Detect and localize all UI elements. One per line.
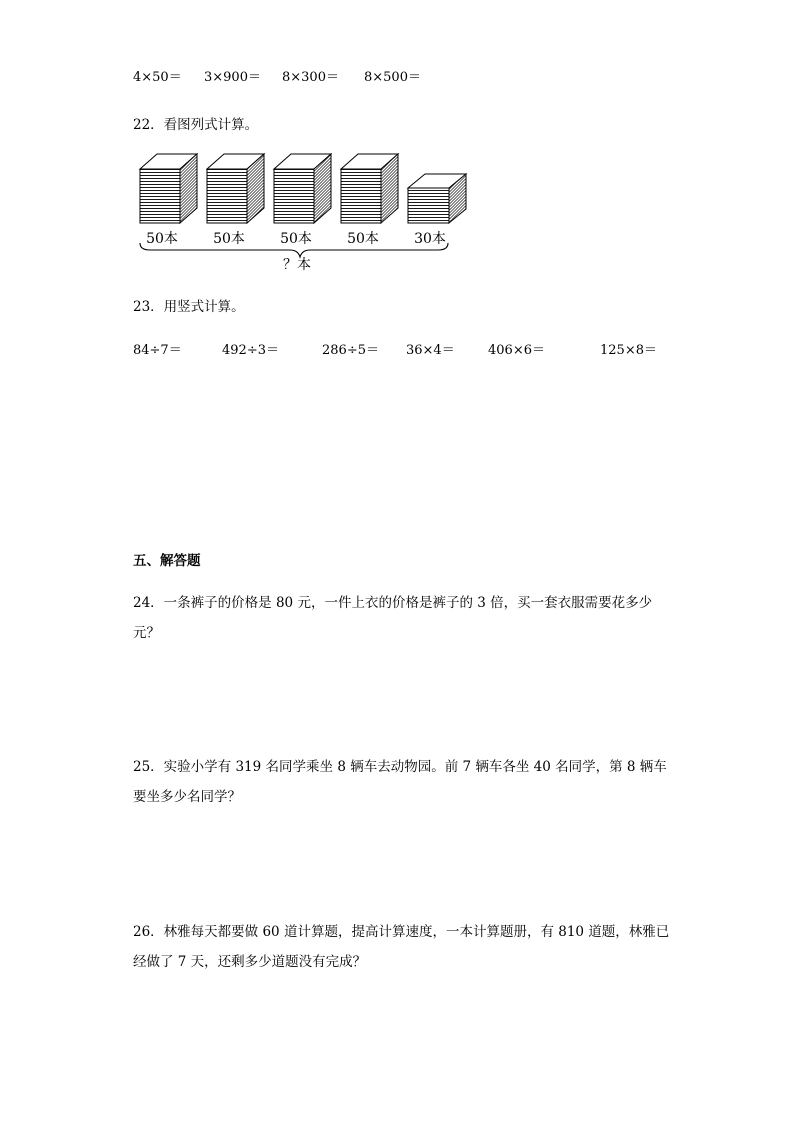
question-22-title: 22．看图列式计算。 bbox=[133, 117, 259, 133]
stack-label-5: 30本 bbox=[414, 231, 446, 247]
section-heading-5: 五、解答题 bbox=[133, 553, 201, 569]
equation-8x500: 8×500＝ bbox=[364, 70, 421, 85]
equation-492div3: 492÷3＝ bbox=[222, 343, 279, 358]
question-23-title: 23．用竖式计算。 bbox=[133, 299, 245, 315]
stack-label-1: 50本 bbox=[146, 231, 178, 247]
equation-286div5: 286÷5＝ bbox=[322, 343, 379, 358]
equation-125x8: 125×8＝ bbox=[600, 343, 657, 358]
book-stack-5 bbox=[408, 174, 466, 223]
question-26: 26．林雅每天都要做 60 道计算题，提高计算速度，一本计算题册，有 810 道题，林雅已经做了 7 天，还剩多少道题没有完成？ bbox=[133, 924, 670, 970]
stack-label-4: 50本 bbox=[347, 231, 379, 247]
book-stack-4 bbox=[341, 154, 398, 223]
equation-84div7: 84÷7＝ bbox=[133, 343, 182, 358]
stack-label-2: 50本 bbox=[213, 231, 245, 247]
equation-3x900: 3×900＝ bbox=[204, 70, 261, 85]
question-24: 24．一条裤子的价格是 80 元，一件上衣的价格是裤子的 3 倍，买一套衣服需要花多少元？ bbox=[133, 595, 653, 641]
total-label: ？本 bbox=[283, 257, 311, 273]
stack-label-3: 50本 bbox=[280, 231, 312, 247]
book-stack-2 bbox=[207, 154, 264, 223]
equation-406x6: 406×6＝ bbox=[488, 343, 545, 358]
book-stack-1 bbox=[140, 154, 197, 223]
question-25: 25．实验小学有 319 名同学乘坐 8 辆车去动物园。前 7 辆车各坐 40 名同学，第 8 辆车要坐多少名同学？ bbox=[133, 759, 667, 805]
book-stacks-figure bbox=[130, 145, 480, 275]
equation-4x50: 4×50＝ bbox=[133, 70, 182, 85]
book-stack-3 bbox=[274, 154, 331, 223]
equation-36x4: 36×4＝ bbox=[406, 343, 455, 358]
equation-8x300: 8×300＝ bbox=[282, 70, 339, 85]
